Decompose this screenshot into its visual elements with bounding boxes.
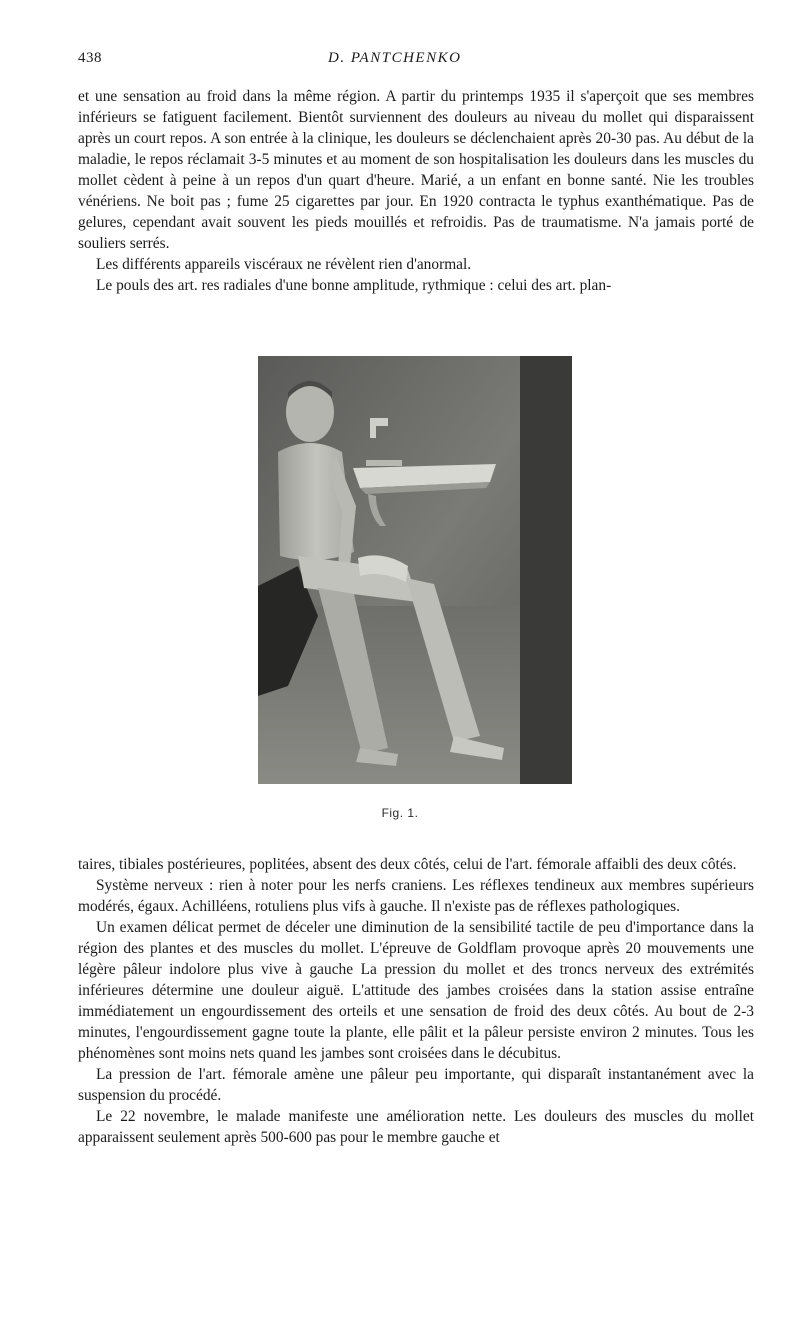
patient-photograph: [258, 356, 572, 784]
paragraph: Le 22 novembre, le malade manifeste une amélioration nette. Les douleurs des muscles du mollet apparaissent seulement après 500-600 pas pour le membre gauche et: [78, 1108, 754, 1146]
paragraph: La pression de l'art. fémorale amène une pâleur peu importante, qui disparaît instantanément avec la suspension du procédé.: [78, 1066, 754, 1104]
page-header: [78, 50, 758, 74]
running-head-author: D. PANTCHENKO: [328, 50, 462, 66]
figure-photograph: [258, 356, 572, 784]
body-text-top: [78, 86, 754, 296]
paragraph: Le pouls des art. res radiales d'une bonne amplitude, rythmique : celui des art. plan-: [96, 277, 612, 294]
figure-caption: Fig. 1.: [381, 806, 419, 820]
paragraph: Un examen délicat permet de déceler une diminution de la sensibilité tactile de peu d'importance dans la région des plantes et des muscles du mollet. L'épreuve de Goldflam provoque après 20 mouvements une légère pâleur indolore plus vive à gauche La pression du mollet et des troncs nerveux des extrémités inférieures détermine une douleur aiguë. L'attitude des jambes croisées dans la station assise entraîne immédiatement un engourdissement des orteils et une sensation de froid des deux côtés. Au bout de 2-3 minutes, l'engourdissement gagne toute la plante, elle pâlit et la pâleur persiste environ 2 minutes. Tous les phénomènes sont moins nets quand les jambes sont croisées dans le décubitus.: [78, 919, 754, 1062]
paragraph: Les différents appareils viscéraux ne révèlent rien d'anormal.: [96, 256, 472, 273]
paragraph: et une sensation au froid dans la même région. A partir du printemps 1935 il s'aperçoit que ses membres inférieurs se fatiguent facilement. Bientôt surviennent des douleurs au niveau du mollet qui disparaissent après un court repos. A son entrée à la clinique, les douleurs se déclenchaient après 20-30 pas. Au début de la maladie, le repos réclamait 3-5 minutes et au moment de son hospitalisation les douleurs dans les muscles du mollet cèdent à peine à un repos d'un quart d'heure. Marié, a un enfant en bonne santé. Nie les troubles vénériens. Ne boit pas ; fume 25 cigarettes par jour. En 1920 contracta le typhus exanthématique. Pas de gelures, cependant avait souvent les pieds mouillés et refroidis. Pas de traumatisme. N'a jamais porté de souliers serrés.: [78, 88, 754, 252]
body-text-bottom: [78, 854, 754, 1148]
paragraph: taires, tibiales postérieures, poplitées, absent des deux côtés, celui de l'art. fémorale affaibli des deux côtés.: [78, 856, 737, 873]
paragraph: Système nerveux : rien à noter pour les nerfs craniens. Les réflexes tendineux aux membres supérieurs modérés, égaux. Achilléens, rotuliens plus vifs à gauche. Il n'existe pas de réflexes pathologiques.: [78, 877, 754, 915]
page-number: 438: [78, 50, 102, 66]
